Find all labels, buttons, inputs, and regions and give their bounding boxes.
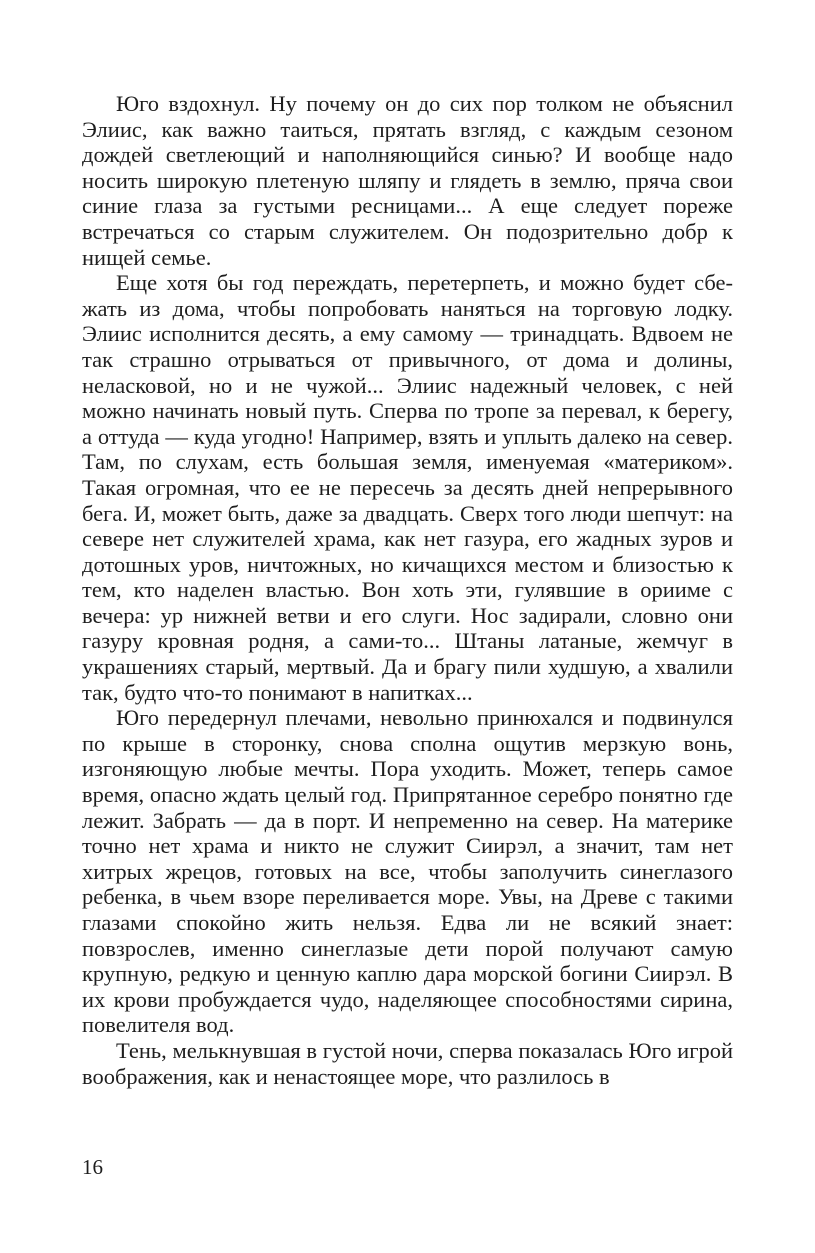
body-text [82, 91, 733, 1089]
page-number: 16 [82, 1155, 103, 1179]
paragraph-1: Юго вздохнул. Ну почему он до сих пор толком не объяснил Элиис, как важно таиться, прятать взгляд, с каждым сезоном дождей светлеющий и наполняющийся синью? И вообще надо носить широкую плетеную шляпу и глядеть в землю, пряча свои синие глаза за густыми ресницами... А еще следует пореже встречаться со старым служителем. Он подозрительно добр к нищей семье. [82, 91, 733, 270]
paragraph-2: Еще хотя бы год переждать, перетерпеть, и можно будет сбежать из дома, чтобы попробовать наняться на торговую лодку. Элиис исполнится десять, а ему самому — тринадцать. Вдвоем не так страшно отрываться от привычного, от дома и долины, неласковой, но и не чужой... Элиис надежный человек, с ней можно начинать новый путь. Сперва по тропе за перевал, к берегу, а оттуда — куда угодно! Например, взять и уплыть далеко на север. Там, по слухам, есть большая земля, именуемая «материком». Такая огромная, что ее не пересечь за десять дней непрерывного бега. И, может быть, даже за двадцать. Сверх того люди шепчут: на севере нет служителей храма, как нет газура, его жадных зуров и дотошных уров, ничтожных, но кичащихся местом и близостью к тем, кто наделен властью. Вон хоть эти, гулявшие в ориимe с вечера: ур нижней ветви и его слуги. Нос задирали, словно они газуру кровная родня, а сами-то... Штаны латаные, жемчуг в украшениях старый, мертвый. Да и брагу пили худшую, а хвалили так, будто что-то понимают в напитках... [82, 270, 733, 705]
paragraph-4: Тень, мелькнувшая в густой ночи, сперва показалась Юго игрой воображения, как и ненастоящее море, что разлилось в [82, 1037, 733, 1089]
paragraph-3: Юго передернул плечами, невольно принюхался и подвинулся по крыше в сторонку, снова сполна ощутив мерзкую вонь, изгоняющую любые мечты. Пора уходить. Может, теперь самое время, опасно ждать целый год. Припрятанное серебро понятно где лежит. Забрать — да в порт. И непременно на север. На материке точно нет храма и никто не служит Сиирэл, а значит, там нет хитрых жрецов, готовых на все, чтобы заполучить синеглазого ребенка, в чьем взоре переливается море. Увы, на Древе с такими глазами спокойно жить нельзя. Едва ли не всякий знает: повзрослев, именно синеглазые дети порой получают самую крупную, редкую и ценную каплю дара морской богини Сиирэл. В их крови пробуждается чудо, наделяющее способностями сирина, повелителя вод. [82, 705, 733, 1038]
